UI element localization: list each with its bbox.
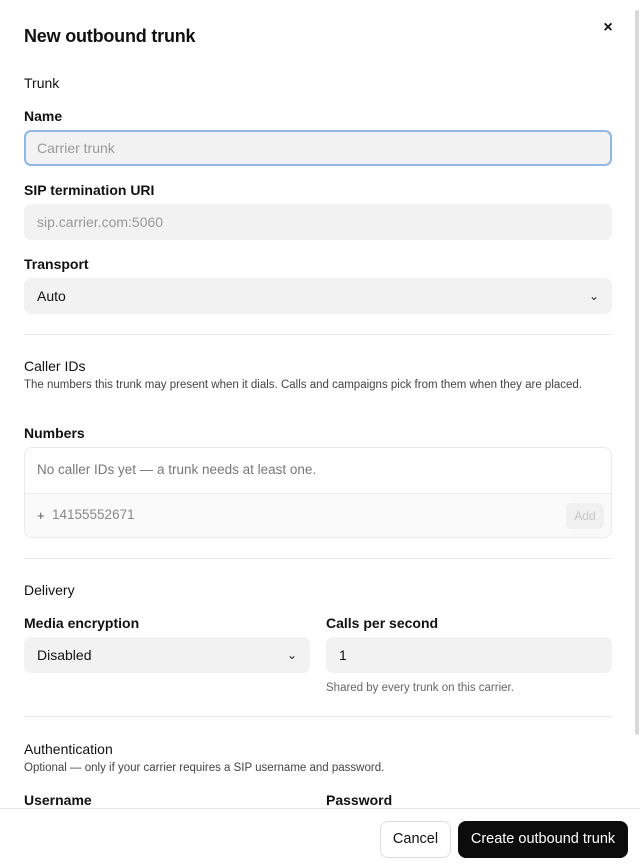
uri-label: SIP termination URI <box>24 182 155 198</box>
name-input[interactable]: Carrier trunk <box>24 130 612 166</box>
plus-prefix: + <box>37 508 45 523</box>
numbers-empty-state: No caller IDs yet — a trunk needs at least one. <box>37 462 317 477</box>
encryption-value: Disabled <box>37 647 92 663</box>
caller-ids-section-title: Caller IDs <box>24 358 86 374</box>
scrollbar[interactable] <box>634 0 640 808</box>
close-icon[interactable]: × <box>603 19 613 36</box>
transport-select[interactable] <box>24 278 612 314</box>
name-label: Name <box>24 108 63 124</box>
authentication-section-title: Authentication <box>24 741 113 757</box>
divider <box>24 334 612 335</box>
cps-input[interactable]: 1 <box>326 637 612 673</box>
caller-ids-description: The numbers this trunk may present when it dials. Calls and campaigns pick from them when they are placed. <box>24 379 583 391</box>
transport-label: Transport <box>24 256 89 272</box>
add-number-button[interactable]: Add <box>566 503 604 529</box>
dialog-footer <box>0 808 640 868</box>
encryption-label: Media encryption <box>24 615 140 631</box>
trunk-section-title: Trunk <box>24 75 60 91</box>
numbers-list <box>24 447 612 538</box>
authentication-description: Optional — only if your carrier requires a SIP username and password. <box>24 762 385 774</box>
delivery-section-title: Delivery <box>24 582 75 598</box>
dialog-title: New outbound trunk <box>24 26 196 46</box>
number-input[interactable]: 14155552671 <box>52 507 135 522</box>
chevron-down-icon: ⌄ <box>286 648 297 662</box>
scrollbar-thumb[interactable] <box>635 10 639 735</box>
add-number-row <box>25 493 611 537</box>
cps-hint: Shared by every trunk on this carrier. <box>326 682 514 694</box>
create-outbound-trunk-button[interactable]: Create outbound trunk <box>458 821 628 858</box>
divider <box>24 558 612 559</box>
transport-value: Auto <box>37 288 66 304</box>
encryption-select[interactable] <box>24 637 310 673</box>
cancel-button[interactable]: Cancel <box>380 821 451 858</box>
cps-label: Calls per second <box>326 615 439 631</box>
username-label: Username <box>24 792 92 808</box>
numbers-label: Numbers <box>24 425 85 441</box>
uri-input[interactable]: sip.carrier.com:5060 <box>24 204 612 240</box>
chevron-down-icon: ⌄ <box>588 289 599 303</box>
password-label: Password <box>326 792 393 808</box>
divider <box>24 716 612 717</box>
